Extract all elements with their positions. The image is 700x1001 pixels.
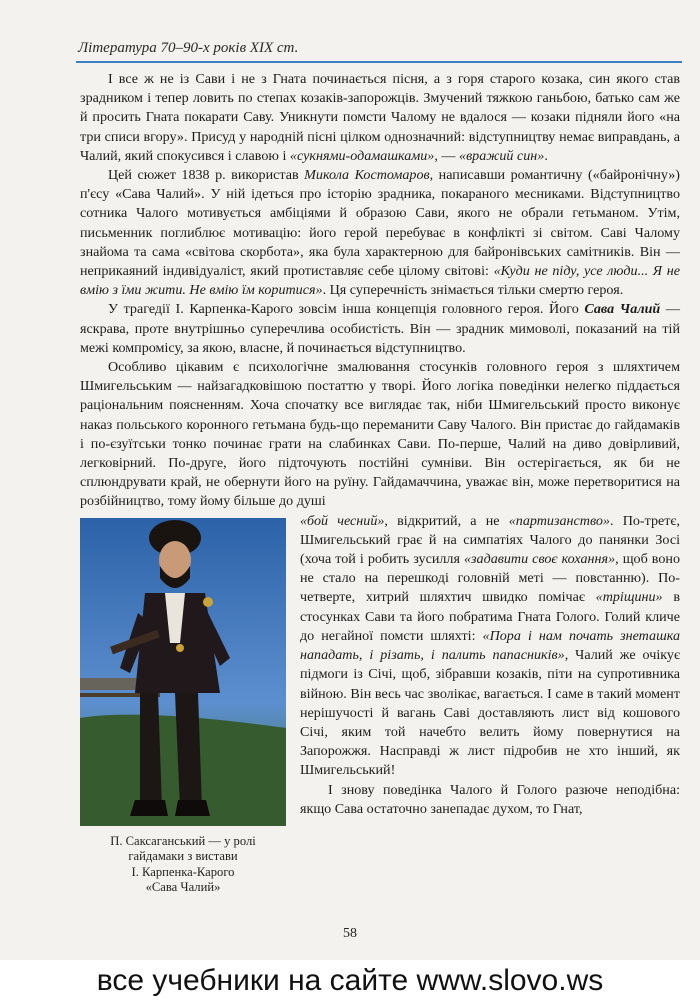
paragraph-1-text: І все ж не із Сави і не з Гната починається пісня, а з горя старого козака, син якого став зрадником і тепер ловить по степах козаків-запорожців. Змучений тяжкою ганьбою, батько сам же й просить Гната покарати Саву. Уникнути помсти Чалому не вдалося — козаки підняли його «на три списи вгору». Присуд у народній пісні цілком однозначний: відступництву немає виправдань, а Чалий, який спокусився і славою і	[80, 71, 680, 164]
paragraph-1-end: .	[544, 147, 548, 164]
paragraph-3	[80, 300, 680, 358]
quote-pora-i-nam: «Пора і нам почать знеташка нападать, і різать, і палить папасників»	[300, 627, 680, 664]
quote-trishchyny: «тріщини»	[595, 589, 663, 606]
caption-line-1: П. Саксаганський — у ролі	[110, 833, 256, 848]
quote-zadavyty-kokhannia: «задавити своє кохання»	[463, 551, 616, 568]
caption-line-3: І. Карпенка-Карого	[131, 864, 235, 879]
paragraph-5: І знову поведінка Чалого й Голого разюче неподібна: якщо Сава остаточно занепадає духом, то Гнат,	[300, 781, 680, 817]
page-number: 58	[343, 926, 357, 941]
paragraph-1	[80, 70, 680, 166]
quote-partyzanstvo: «партизанство»	[508, 512, 610, 529]
paragraph-2-text-c: . Ця суперечність знімається тільки смертю героя.	[322, 282, 624, 299]
running-header: Література 70–90-х років XIX ст.	[78, 40, 299, 56]
paragraph-2-text-b: , написавши романтичну («байронічну») п'єсу «Сава Чалий». У ній ідеться про історію зрадника, покараного месниками. Відступництво сотника Чалого мотивується амбіціями й образою Сави, якого не обрали гетьманом. Утім, письменник поглиблює мотивацію: його герой перебуває в конфлікті зі світом. Саві Чалому знайома та сама «світова скорбота», яка була характерною для байронівських самітників. Він — неприкаяний індивідуаліст, який протиставляє себе цілому світові:	[80, 167, 680, 280]
quote-sukni: «сукнями-одамашками»	[289, 147, 435, 164]
paragraph-2-text-a: Цей сюжет 1838 р. використав	[108, 167, 305, 184]
paragraph-4-text-e: в стосунках Сави та його побратима Гната Голого. Голий кличе до негайної помсти шляхті:	[300, 589, 680, 644]
figure-caption	[80, 834, 286, 896]
site-watermark: все учебники на сайте www.slovo.ws	[96, 964, 604, 997]
paragraph-4	[80, 358, 680, 512]
paragraph-4-text-a: Особливо цікавим є психологічне змалювання стосунків головного героя з шляхтичем Шмигельським — найзагадковішою постаттю у творі. Його логіка поведінки нелегко піддається раціональним поясненням. Хоча спочатку все виглядає так, ніби Шмигельський просто виконує наказ польського коронного гетьмана будь-що переманити Саву Чалого. Він пристає до гайдамаків і по-єзуїтськи тонко починає грати на слабинках Сави. По-перше, Чалий на диво довірливий, легковірний. По-друге, його підточують постійні сумніви. Він остерігається, як би не сплюндрувати край, не обернути його на руїну. Гайдамаччина, уважає він, може перетворитися на розбійництво, тому йому більше до душі	[80, 359, 680, 510]
caption-line-2: гайдамаки з вистави	[128, 849, 238, 864]
header-divider	[76, 61, 682, 63]
title-sava-chalyi: Сава Чалий	[584, 301, 661, 318]
quote-kudy-ne-pidu: «Куди не піду, усе люди... Я не вмію з їми жити. Не вмію їм коритися»	[80, 263, 680, 299]
paragraph-3-text-a: У трагедії І. Карпенка-Карого зовсім інша концепція головного героя. Його	[108, 301, 585, 318]
caption-line-4: «Сава Чалий»	[145, 880, 221, 895]
paragraph-4-text-f: , Чалий же очікує підмоги із Січі, щоб, зібравши козаків, піти на супротивника війною. Він весь час зволікає, вагається. І саме в такий момент нерішучості й вагань Саві доставляють лист від кошового Січі, яким той начебто велить йому повернутися на Запорожжя. Насправді ж лист підробив не хто інший, як Шмигельський!	[300, 647, 680, 779]
illustration-figure	[80, 518, 286, 896]
paragraph-4-text-b: , відкритий, а не	[384, 512, 509, 529]
paragraph-3-text-b: — яскрава, проте внутрішньо суперечлива особистість. Він — зрадник мимоволі, показаний на тій межі компромісу, за якою, власне, й починається відступництво.	[80, 301, 680, 356]
paragraph-2	[80, 166, 680, 300]
author-kostomarov: Микола Костомаров	[304, 167, 430, 184]
quote-boi-chesnyi: «бой чесний»	[300, 512, 385, 529]
main-text	[80, 70, 680, 900]
quote-vrazhyi-syn: «вражий син»	[459, 147, 545, 164]
paragraph-1-sep: , —	[434, 147, 460, 164]
paragraph-4-text-d: , щоб воно не стало на перешкоді головній меті — повстанню). По-четверте, хитрий шляхтич швидко помічає	[300, 551, 680, 606]
portrait-image	[80, 518, 286, 826]
paragraph-4-text-c: . По-третє, Шмигельський грає й на симпатіях Чалого до панянки Зосі (хоча той і робить зусилля	[300, 512, 680, 568]
